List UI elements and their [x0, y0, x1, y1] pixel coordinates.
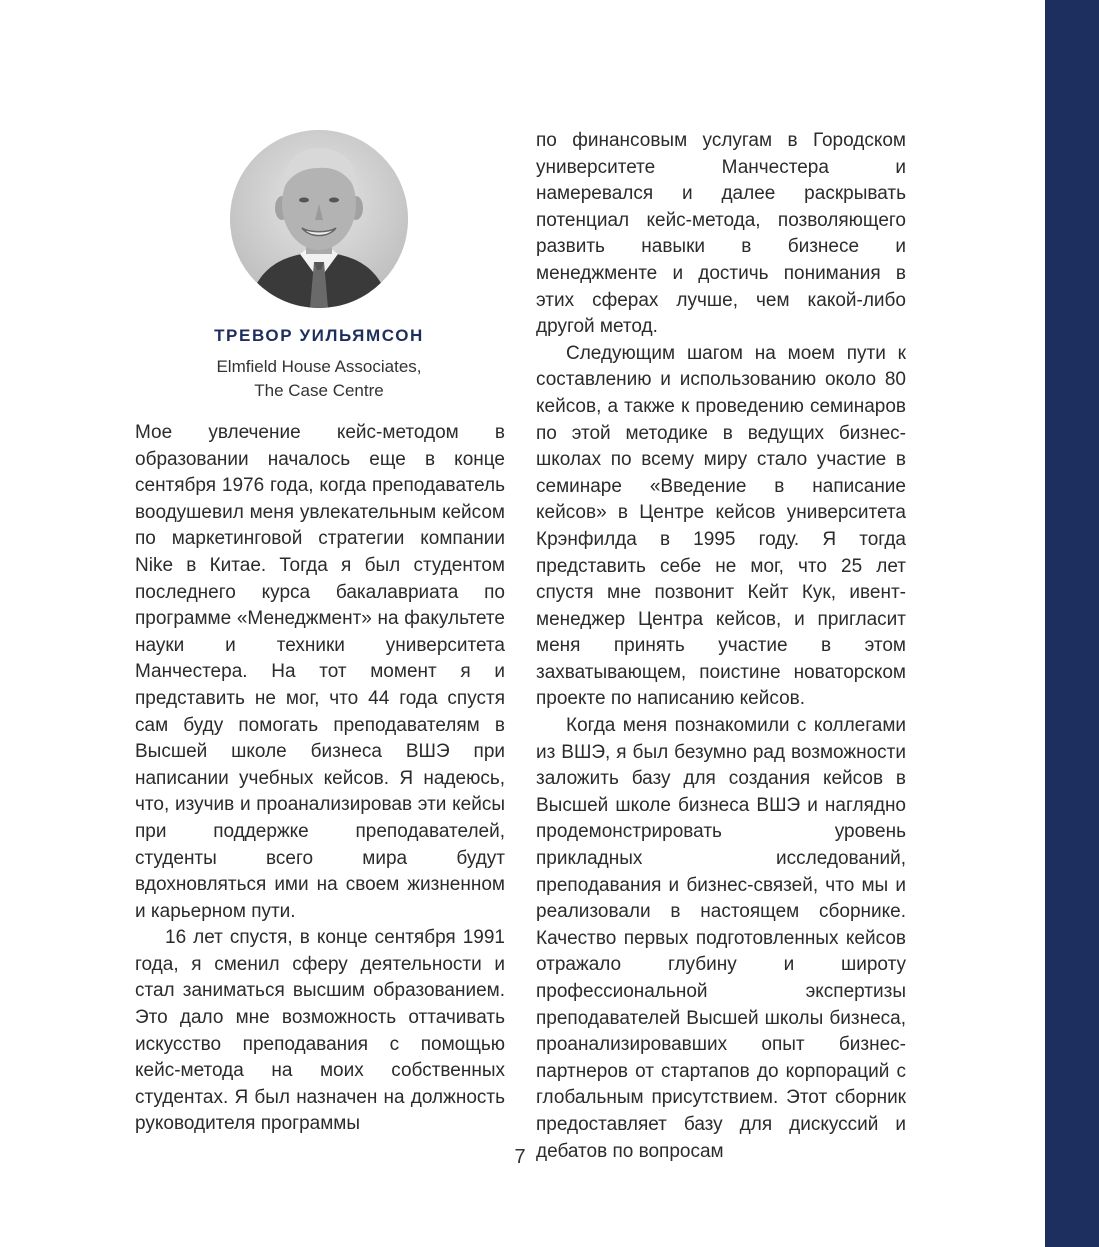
paragraph: Мое увлечение кейс-методом в образовании началось еще в конце сентября 1976 года, когда преподаватель воодушевил меня увлекательным кейсом по маркетинговой стратегии компании Nike в Китае. Тогда я был студентом последнего курса бакалавриата по программе «Менеджмент» на факультете науки и техники университета Манчестера. На тот момент я и представить не мог, что 44 года спустя сам буду помогать преподавателям в Высшей школе бизнеса ВШЭ при написании учебных кейсов. Я надеюсь, что, изучив и проанализировав эти кейсы при поддержке преподавателей, студенты всего мира будут вдохновляться ими на своем жизненном и карьерном пути.: [135, 422, 505, 922]
author-photo: [230, 130, 408, 308]
author-affiliation: [135, 355, 503, 403]
right-text-column: [536, 128, 906, 1165]
left-text-column: [135, 420, 505, 1138]
page-number: 7: [514, 1146, 526, 1168]
paragraph: Когда меня познакомили с коллегами из ВШЭ, я был безумно рад возможности заложить базу для создания кейсов в Высшей школе бизнеса ВШЭ и наглядно продемонстрировать уровень прикладных исследований, преподавания и бизнес-связей, что мы и реализовали в настоящем сборнике. Качество первых подготовленных кейсов отражало глубину и широту профессиональной экспертизы преподавателей Высшей школы бизнеса, проанализировавших опыт бизнес-партнеров от стартапов до корпораций с глобальным присутствием. Этот сборник предоставляет базу для дискуссий и дебатов по вопросам: [536, 715, 906, 1162]
author-affiliation-line: Elmfield House Associates,: [216, 357, 422, 376]
author-affiliation-line: The Case Centre: [254, 381, 384, 400]
paragraph: Следующим шагом на моем пути к составлению и использованию около 80 кейсов, а также к проведению семинаров по этой методике в ведущих бизнес-школах по всему миру стало участие в семинаре «Введение в написание кейсов» в Центре кейсов университета Крэнфилда в 1995 году. Я тогда представить себе не мог, что 25 лет спустя мне позвонит Кейт Кук, ивент-менеджер Центра кейсов, и пригласит меня принять участие в этом захватывающем, поистине новаторском проекте по написанию кейсов.: [536, 342, 906, 710]
paragraph: 16 лет спустя, в конце сентября 1991 года, я сменил сферу деятельности и стал заниматься высшим образованием. Это дало мне возможность оттачивать искусство преподавания с помощью кейс-метода на моих собственных студентах. Я был назначен на должность руководителя программы: [135, 927, 505, 1135]
paragraph: по финансовым услугам в Городском университете Манчестера и намеревался и далее раскрывать потенциал кейс-метода, позволяющего развить навыки в бизнесе и менеджменте и достичь понимания в этих сферах лучше, чем какой-либо другой метод.: [536, 130, 906, 338]
portrait-drawing: [230, 130, 408, 308]
page-edge-bar: [1045, 0, 1099, 1247]
author-name: ТРЕВОР УИЛЬЯМСОН: [214, 326, 424, 345]
